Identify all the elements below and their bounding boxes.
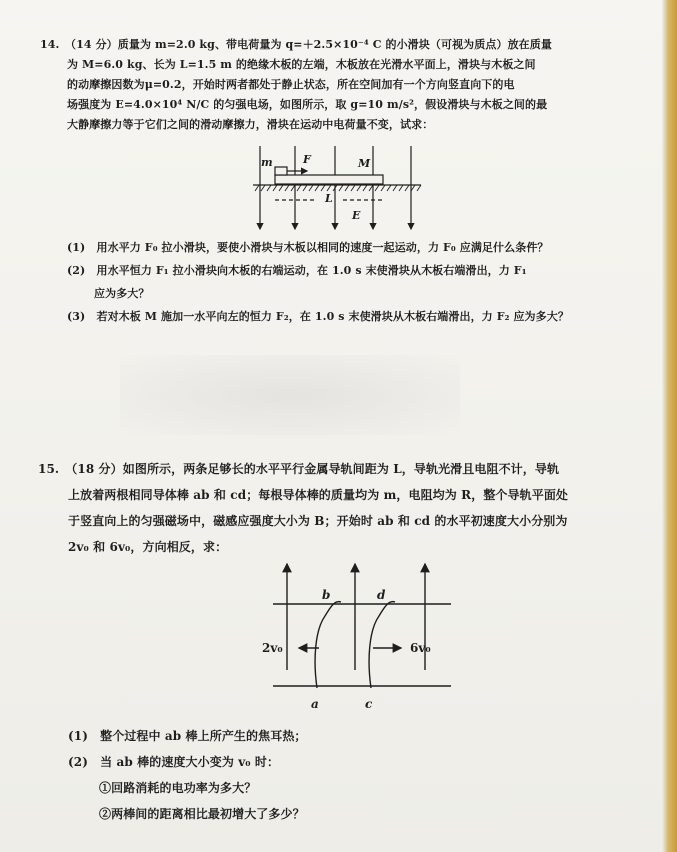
q14-question-1: (1) 用水平力 F₀ 拉小滑块，要使小滑块与木板以相同的速度一起运动，力 F₀ 应满足什么条件？ (67, 241, 549, 254)
q15-line-2: 上放着两根相同导体棒 ab 和 cd；每根导体棒的质量均为 m，电阻均为 R，整个导轨平面处 (68, 488, 569, 502)
q14-line-2: 为 M=6.0 kg、长为 L=1.5 m 的绝缘木板的左端，木板放在光滑水平面上，滑块与木板之间 (67, 58, 536, 71)
q14-question-3: (3) 若对木板 M 施加一水平向左的恒力 F₂，在 1.0 s 末使滑块从木板右端滑出，力 F₂ 应为多大？ (67, 310, 569, 323)
q15-question-2-part-1: ①回路消耗的电功率为多大？ (99, 781, 257, 795)
page-edge (662, 0, 677, 852)
q14-line-4: 场强度为 E=4.0×10⁴ N/C 的匀强电场，如图所示，取 g=10 m/s²，假设滑块与木板之间的最 (67, 98, 548, 111)
q14-label-L: L (325, 192, 333, 205)
q14-label-M: M (358, 157, 371, 170)
q14-label-E: E (352, 209, 361, 222)
blank-answer-area (120, 355, 460, 435)
q14-label-m: m (261, 156, 273, 169)
q15-label-2v0: 2v₀ (262, 641, 283, 655)
q14-line-5: 大静摩擦力等于它们之间的滑动摩擦力，滑块在运动中电荷量不变，试求： (67, 118, 434, 131)
q15-question-1: (1) 整个过程中 ab 棒上所产生的焦耳热； (68, 729, 307, 743)
q15-label-d: d (377, 588, 386, 602)
q15-label-c: c (365, 697, 373, 711)
q14-question-2-cont: 应为多大？ (94, 287, 150, 300)
q15-figure (255, 560, 470, 700)
q15-label-b: b (322, 588, 331, 602)
q14-line-3: 的动摩擦因数为μ=0.2，开始时两者都处于静止状态，所在空间加有一个方向竖直向下的电 (67, 78, 515, 91)
q15-line-3: 于竖直向上的匀强磁场中，磁感应强度大小为 B；开始时 ab 和 cd 的水平初速度大小分别为 (68, 514, 568, 528)
q15-question-2: (2) 当 ab 棒的速度大小变为 v₀ 时： (68, 755, 280, 769)
q14-label-F: F (303, 153, 311, 166)
q15-line-4: 2v₀ 和 6v₀，方向相反，求： (68, 540, 228, 554)
q14-line-1: 14. （14 分）质量为 m=2.0 kg、带电荷量为 q=＋2.5×10⁻⁴ C 的小滑块（可视为质点）放在质量 (40, 38, 552, 51)
q15-question-2-part-2: ②两棒间的距离相比最初增大了多少？ (99, 807, 305, 821)
q15-line-1: 15. （18 分）如图所示，两条足够长的水平平行金属导轨间距为 L，导轨光滑且电阻不计，导轨 (38, 462, 560, 476)
q15-label-6v0: 6v₀ (410, 641, 431, 655)
q14-question-2: (2) 用水平恒力 F₁ 拉小滑块向木板的右端运动，在 1.0 s 末使滑块从木板右端滑出，力 F₁ (67, 264, 527, 277)
q15-label-a: a (311, 697, 319, 711)
